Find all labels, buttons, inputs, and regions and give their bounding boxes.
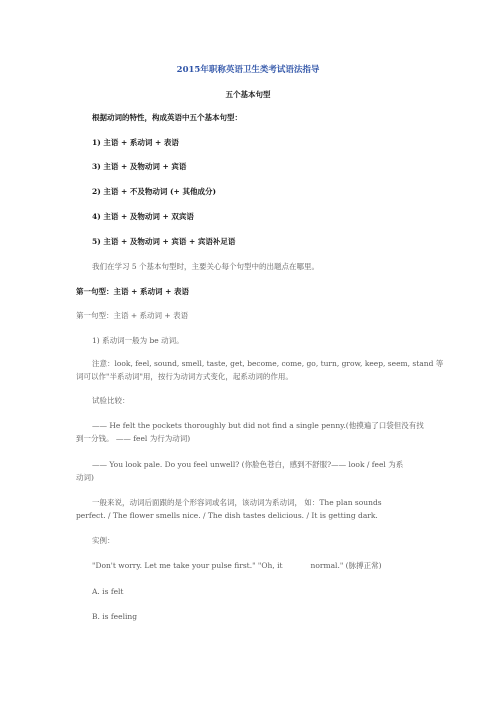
question-part-a: "Don't worry. Let me take your pulse first." "Oh, it xyxy=(92,561,283,570)
example-sentence: 动词) xyxy=(76,473,94,482)
pattern-item: 1) 主语 + 系动词 + 表语 xyxy=(92,138,179,147)
example-sentence: —— You look pale. Do you feel unwell? (你脸色苍白，感到不舒服?—— look / feel 为系 xyxy=(92,460,404,469)
pattern-item: 3) 主语 + 及物动词 + 宾语 xyxy=(92,162,187,171)
pattern-item: 5) 主语 + 及物动词 + 宾语 + 宾语补足语 xyxy=(92,237,236,246)
pattern-item: 4) 主语 + 及物动词 + 双宾语 xyxy=(92,212,194,221)
document-title: 2015年职称英语卫生类考试语法指导 xyxy=(176,65,320,75)
general-rule: perfect. / The flower smells nice. / The dish tastes delicious. / It is getting dark. xyxy=(76,511,378,520)
answer-option: A. is felt xyxy=(92,587,124,596)
pattern-item: 2) 主语 + 不及物动词 (+ 其他成分) xyxy=(92,187,216,196)
example-sentence: —— He felt the pockets thoroughly but did not find a single penny.(他摸遍了口袋但没有找 xyxy=(92,421,424,430)
section1-restate: 第一句型：主语 + 系动词 + 表语 xyxy=(76,311,189,320)
compare-label: 试验比较： xyxy=(92,396,130,405)
note-line: 注意：look, feel, sound, smell, taste, get, become, come, go, turn, grow, keep, seem, stand 等 xyxy=(92,359,444,368)
intro-text: 根据动词的特性，构成英语中五个基本句型： xyxy=(92,113,242,122)
example-label: 实例： xyxy=(92,536,115,545)
note-line: 词可以作"半系动词"用，按行为动词方式变化，起系动词的作用。 xyxy=(76,372,293,381)
question-part-b: normal." (脉搏正常) xyxy=(310,561,382,570)
general-rule: 一般来说，动词后面跟的是个形容词或名词，该动词为系动词， 如：The plan sounds xyxy=(92,498,382,507)
question-text xyxy=(92,560,382,571)
point-1: 1) 系动词一般为 be 动词。 xyxy=(92,336,184,345)
answer-option: B. is feeling xyxy=(92,612,137,621)
focus-note: 我们在学习 5 个基本句型时，主要关心每个句型中的出题点在哪里。 xyxy=(92,262,320,271)
section1-heading: 第一句型：主语 + 系动词 + 表语 xyxy=(76,287,190,296)
section-subtitle: 五个基本句型 xyxy=(225,90,271,99)
example-sentence: 到一分钱。 —— feel 为行为动词) xyxy=(76,434,191,443)
